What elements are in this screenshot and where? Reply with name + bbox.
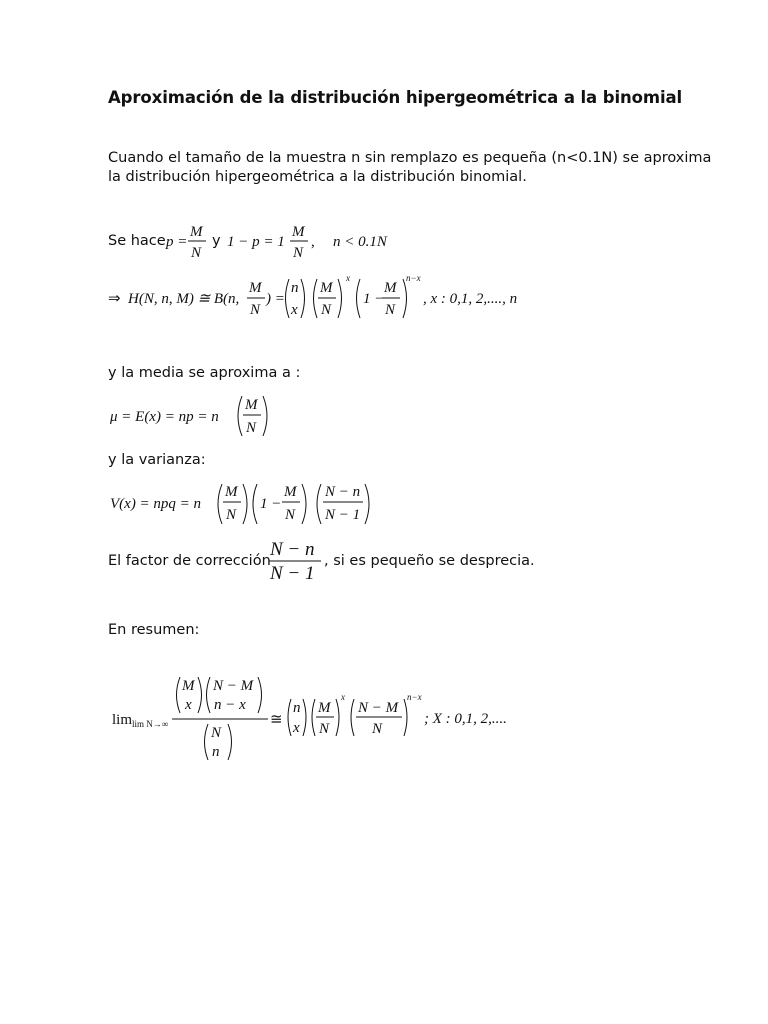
frac-num: N − n [270, 539, 315, 560]
varianza-label: y la varianza: [108, 452, 206, 468]
media-label: y la media se aproxima a : [108, 365, 301, 381]
lim-text: lim [112, 712, 133, 728]
left-paren [238, 396, 242, 436]
right-paren [301, 279, 305, 318]
one-minus: 1 − [260, 496, 282, 512]
left-paren [253, 484, 257, 524]
page-title: Aproximación de la distribución hipergeométrica a la binomial [108, 88, 683, 107]
binom-top: N − M [213, 678, 254, 694]
range: , x : 0,1, 2,...., n [423, 291, 518, 307]
binomial-formula [108, 272, 528, 324]
frac-den: N [372, 721, 383, 737]
factor-suffix: , si es pequeño se desprecia. [324, 553, 535, 569]
left-paren [312, 699, 315, 736]
one-minus-p: 1 − p = 1 − [227, 234, 299, 250]
p-eq: p = [166, 234, 188, 250]
exponent-n-x: n−x [407, 692, 422, 702]
one-minus: 1 − [363, 291, 385, 307]
right-paren [258, 677, 262, 713]
right-paren [336, 699, 339, 736]
left-paren [205, 724, 209, 760]
comma: , [311, 234, 315, 250]
frac-num: M [384, 280, 397, 296]
exponent-n-x: n−x [406, 273, 421, 283]
frac-num: M [320, 280, 333, 296]
binom-bottom: n − x [214, 697, 246, 713]
frac-den: N [319, 721, 330, 737]
frac-den: N [191, 245, 202, 261]
right-paren [302, 484, 306, 524]
left-paren [218, 484, 222, 524]
frac-den: N [385, 302, 396, 318]
frac-num: M [284, 484, 297, 500]
binom-bottom: n [212, 744, 220, 760]
right-paren [263, 396, 267, 436]
right-paren [403, 279, 407, 318]
exponent-x: x [341, 692, 345, 702]
close-paren-eq: ) = [266, 291, 285, 307]
media-lhs: μ = E(x) = np = n [110, 409, 219, 425]
frac-den: N − 1 [325, 507, 361, 523]
left-paren [288, 699, 291, 736]
resumen-formula [110, 674, 530, 766]
implies-symbol: ⇒ [108, 291, 121, 307]
frac-den: N − 1 [270, 563, 315, 584]
frac-num: M [245, 397, 258, 413]
binom-bottom: x [291, 302, 298, 318]
right-paren [303, 699, 306, 736]
frac-num: M [190, 224, 203, 240]
frac-den: N [321, 302, 332, 318]
range: ; X : 0,1, 2,.... [424, 711, 507, 727]
intro-line-1: Cuando el tamaño de la muestra n sin remplazo es pequeña (n<0.1N) se aproxima [108, 150, 712, 166]
frac-den: N [250, 302, 261, 318]
binom-bottom: x [293, 720, 300, 736]
frac-num: N − M [358, 700, 399, 716]
frac-num: N − n [325, 484, 361, 500]
right-paren [404, 699, 407, 736]
left-paren [286, 279, 290, 318]
right-paren [198, 677, 202, 713]
binom-top: M [182, 678, 195, 694]
right-paren [228, 724, 232, 760]
frac-num: M [249, 280, 262, 296]
se-hace-label: Se hace [108, 233, 166, 249]
conjunction-y: y [212, 233, 221, 249]
right-paren [365, 484, 369, 524]
binom-top: n [291, 280, 299, 296]
exponent-x: x [346, 273, 350, 283]
frac-num: M [292, 224, 305, 240]
frac-den: N [226, 507, 237, 523]
left-paren [314, 279, 318, 318]
condition: n < 0.1N [333, 234, 387, 250]
binom-top: n [293, 700, 301, 716]
frac-num: M [225, 484, 238, 500]
approx-symbol: ≅ [270, 712, 283, 728]
lim-subscript: lim N→∞ [132, 719, 169, 729]
left-paren [177, 677, 181, 713]
intro-line-2: la distribución hipergeométrica a la distribución binomial. [108, 169, 527, 185]
frac-den: N [293, 245, 304, 261]
right-paren [243, 484, 247, 524]
frac-den: N [285, 507, 296, 523]
binom-bottom: x [185, 697, 192, 713]
left-paren [207, 677, 211, 713]
left-paren [317, 484, 321, 524]
varianza-formula [110, 480, 390, 528]
factor-fraction [268, 536, 324, 582]
frac-num: M [318, 700, 331, 716]
left-paren [357, 279, 361, 318]
varianza-lhs: V(x) = npq = n [110, 496, 202, 512]
media-formula [110, 392, 290, 440]
right-paren [338, 279, 342, 318]
frac-den: N [246, 420, 257, 436]
factor-prefix: El factor de corrección [108, 553, 271, 569]
resumen-label: En resumen: [108, 622, 200, 638]
binom-top: N [211, 725, 222, 741]
left-paren [351, 699, 354, 736]
h-approx-b: H(N, n, M) ≅ B(n, [128, 291, 240, 307]
se-hace-formula [108, 222, 408, 262]
